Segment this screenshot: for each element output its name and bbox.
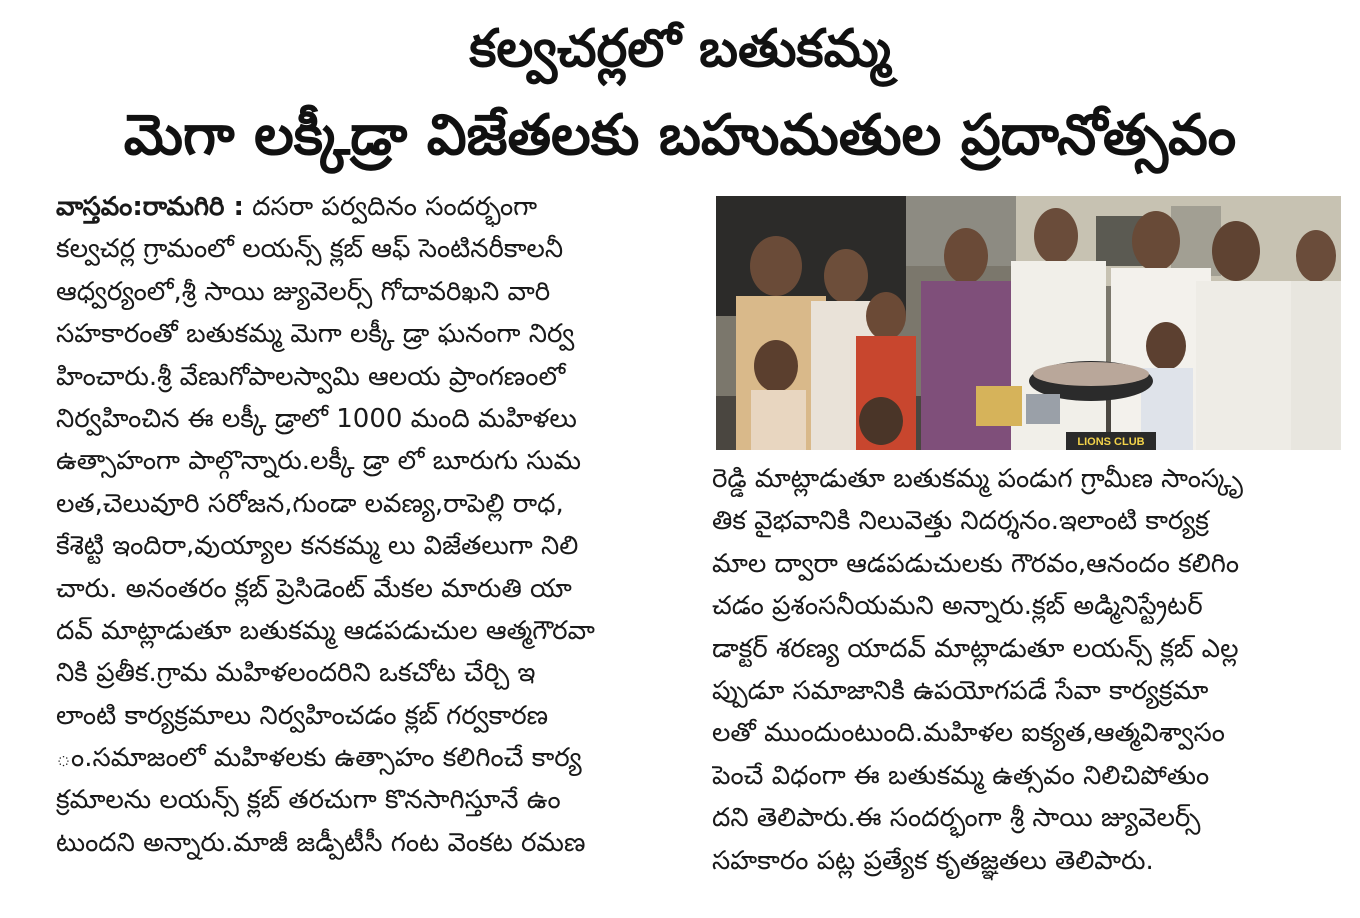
article-line: లతో ముందుంటుంది.మహిళల ఐక్యత,ఆత్మవిశ్వాసం [712,718,1225,749]
article-line: హించారు.శ్రీ వేణుగోపాలస్వామి ఆలయ ప్రాంగణంలో [56,361,566,392]
article-line: సహకారం పట్ల ప్రత్యేక కృతజ్ఞతలు తెలిపారు. [712,845,1154,876]
article-line: లాంటి కార్యక్రమాలు నిర్వహించడం క్లబ్ గర్వకారణ [56,700,549,731]
article-line: ం.సమాజంలో మహిళలకు ఉత్సాహం కలిగించే కార్య [56,743,582,774]
article-line: చారు. అనంతరం క్లబ్ ప్రెసిడెంట్ మేకల మారుతి యా [56,573,572,604]
article-line: తిక వైభవానికి నిలువెత్తు నిదర్శనం.ఇలాంటి కార్యక్ర [712,506,1209,537]
article-line [56,186,684,228]
article-line: రెడ్డి మాట్లాడుతూ బతుకమ్మ పండుగ గ్రామీణ సాంస్కృ [712,464,1243,494]
article-line: చడం ప్రశంసనీయమని అన్నారు.క్లబ్ అడ్మినిస్ట్రేటర్ [712,591,1203,622]
article-line: టుందని అన్నారు.మాజీ జడ్పీటీసీ గంట వెంకట రమణ [56,827,586,858]
headline-line-1: కల్వచర్లలో బతుకమ్మ [469,19,891,79]
article-line: కల్వచర్ల గ్రామంలో లయన్స్ క్లబ్ ఆఫ్ సెంటినరీకాలనీ [56,234,564,265]
article-column-left [56,186,684,864]
article-line: ఆధ్వర్యంలో,శ్రీ సాయి జ్యువెలర్స్ గోదావరిఖని వారి [56,276,551,307]
headline-line-2: మెగా లక్కీడ్రా విజేతలకు బహుమతుల ప్రదానోత్సవం [123,103,1237,168]
article-line: దని తెలిపారు.ఈ సందర్భంగా శ్రీ సాయి జ్యువెలర్స్ [712,803,1201,834]
article-line: నిర్వహించిన ఈ లక్కీ డ్రాలో 1000 మంది మహిళలు [56,403,577,434]
dateline: వాస్తవం:రామగిరి : [56,192,244,222]
article-line: దవ్ మాట్లాడుతూ బతుకమ్మ ఆడపడుచుల ఆత్మగౌరవా [56,615,595,646]
article-line: సహకారంతో బతుకమ్మ మెగా లక్కీ డ్రా ఘనంగా నిర్వ [56,319,575,350]
article-line: నికి ప్రతీక.గ్రామ మహిళలందరిని ఒకచోట చేర్చి ఇ [56,658,536,689]
article-column-right [712,458,1340,882]
article-line: మాల ద్వారా ఆడపడుచులకు గౌరవం,ఆనందం కలిగిం [712,548,1240,579]
article-line: పెంచే విధంగా ఈ బతుకమ్మ ఉత్సవం నిలిచిపోతుం [712,760,1210,791]
article-line: క్రమాలను లయన్స్ క్లబ్ తరచుగా కొనసాగిస్తూనే ఉం [56,785,561,816]
photo-banner-text: LIONS CLUB [1077,436,1145,448]
article-text: దసరా పర్వదినం సందర్భంగా [243,192,538,222]
article-line: డాక్టర్ శరణ్య యాదవ్ మాట్లాడుతూ లయన్స్ క్లబ్ ఎల్ల [712,633,1239,664]
article-line: కేశెట్టి ఇందిరా,వుయ్యాల కనకమ్మ లు విజేతలుగా నిలి [56,531,579,562]
news-photo [716,196,1341,450]
article-line: ప్పుడూ సమాజానికి ఉపయోగపడే సేవా కార్యక్రమా [712,675,1209,706]
article-line: ఉత్సాహంగా పాల్గొన్నారు.లక్కీ డ్రా లో బూరుగు సుమ [56,446,582,477]
article-line: లత,చెలువూరి సరోజన,గుండా లవణ్య,రాపెల్లి రాధ, [56,488,564,519]
